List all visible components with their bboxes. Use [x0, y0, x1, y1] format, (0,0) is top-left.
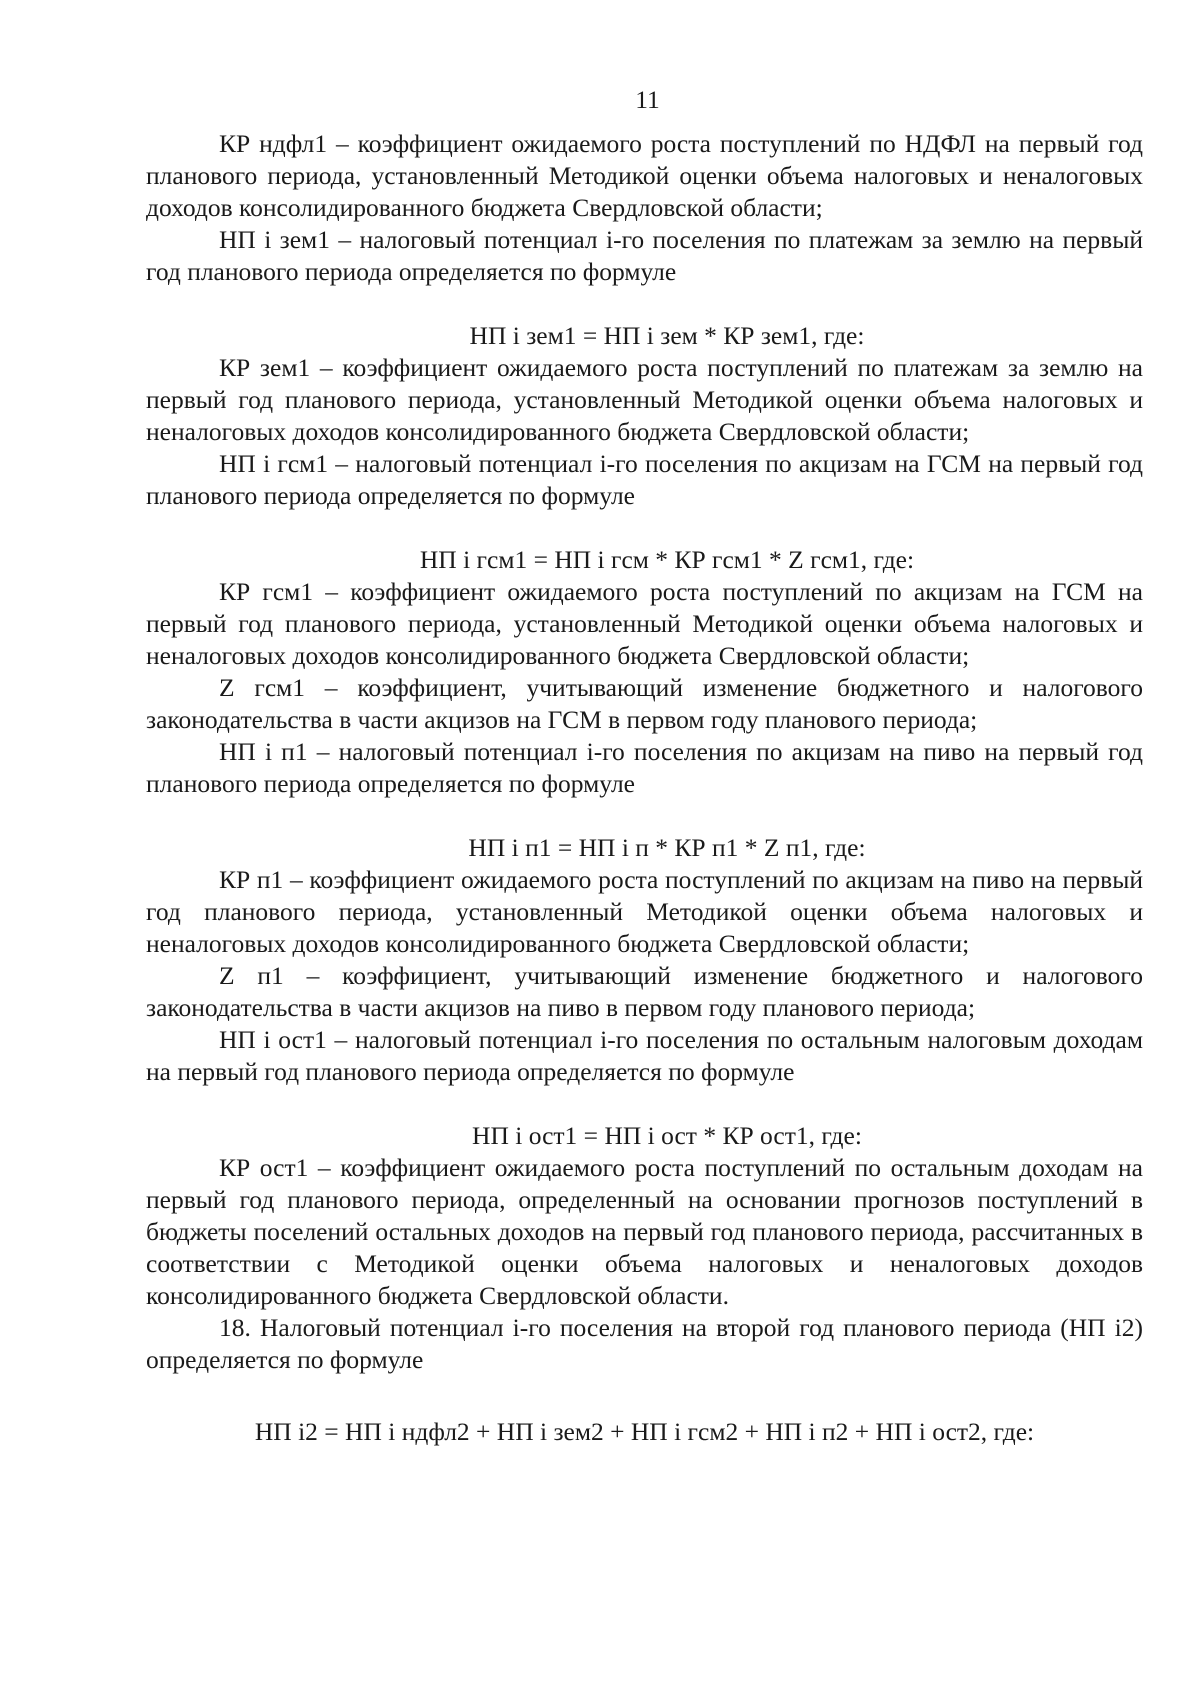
formula: НП i ост1 = НП i ост * КР ост1, где:	[472, 1121, 862, 1150]
formula: НП i зем1 = НП i зем * КР зем1, где:	[469, 321, 865, 350]
page-number: 11	[635, 85, 660, 114]
paragraph: КР п1 – коэффициент ожидаемого роста поступлений по акцизам на пиво на первый год планового периода, установленный Методикой оценки объема налоговых и неналоговых доходов консолидированного бюджета Свердловской области;	[146, 865, 1143, 958]
paragraph: КР ндфл1 – коэффициент ожидаемого роста поступлений по НДФЛ на первый год планового периода, установленный Методикой оценки объема налоговых и неналоговых доходов консолидированного бюджета Свердловской области;	[146, 129, 1143, 222]
paragraph: Z гсм1 – коэффициент, учитывающий изменение бюджетного и налогового законодательства в части акцизов на ГСМ в первом году планового периода;	[146, 673, 1143, 734]
formula: НП i гсм1 = НП i гсм * КР гсм1 * Z гсм1, где:	[419, 545, 915, 574]
paragraph: НП i ост1 – налоговый потенциал i-го поселения по остальным налоговым доходам на первый год планового периода определяется по формуле	[146, 1025, 1143, 1086]
paragraph: КР ост1 – коэффициент ожидаемого роста поступлений по остальным доходам на первый год планового периода, определенный на основании прогнозов поступлений в бюджеты поселений остальных доходов на первый год планового периода, рассчитанных в соответствии с Методикой оценки объема налоговых и неналоговых доходов консолидированного бюджета Свердловской области.	[146, 1153, 1143, 1310]
paragraph: 18. Налоговый потенциал i-го поселения на второй год планового периода (НП i2) определяется по формуле	[146, 1313, 1143, 1374]
document-body	[146, 128, 1143, 1448]
paragraph: КР зем1 – коэффициент ожидаемого роста поступлений по платежам за землю на первый год планового периода, установленный Методикой оценки объема налоговых и неналоговых доходов консолидированного бюджета Свердловской области;	[146, 353, 1143, 446]
paragraph: НП i зем1 – налоговый потенциал i-го поселения по платежам за землю на первый год планового периода определяется по формуле	[146, 225, 1143, 286]
formula: НП i2 = НП i ндфл2 + НП i зем2 + НП i гсм2 + НП i п2 + НП i ост2, где:	[254, 1417, 1035, 1446]
formula: НП i п1 = НП i п * КР п1 * Z п1, где:	[468, 833, 866, 862]
paragraph: КР гсм1 – коэффициент ожидаемого роста поступлений по акцизам на ГСМ на первый год планового периода, установленный Методикой оценки объема налоговых и неналоговых доходов консолидированного бюджета Свердловской области;	[146, 577, 1143, 670]
paragraph: Z п1 – коэффициент, учитывающий изменение бюджетного и налогового законодательства в части акцизов на пиво в первом году планового периода;	[146, 961, 1143, 1022]
paragraph: НП i п1 – налоговый потенциал i-го поселения по акцизам на пиво на первый год планового периода определяется по формуле	[146, 737, 1143, 798]
paragraph: НП i гсм1 – налоговый потенциал i-го поселения по акцизам на ГСМ на первый год планового периода определяется по формуле	[146, 449, 1143, 510]
